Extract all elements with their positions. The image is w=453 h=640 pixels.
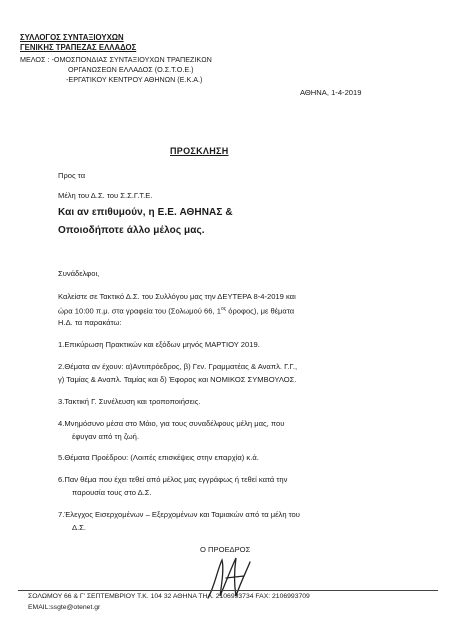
agenda-item-4-line-2: έφυγαν από τη ζωή. bbox=[72, 432, 139, 441]
agenda-item-3: 3.Τακτική Γ. Συνέλευση και τροποποιήσεις. bbox=[58, 397, 201, 406]
intro-line-2b: όροφος), με θέματα bbox=[226, 306, 295, 316]
agenda-item-1: 1.Επικύρωση Πρακτικών και εξόδων μηνός ΜΑΡΤΙΟΥ 2019. bbox=[58, 340, 260, 349]
agenda-item-5: 5.Θέματα Προέδρου: (Λοιπές επισκέψεις στην επαρχία) κ.ά. bbox=[58, 453, 259, 462]
intro-line-1: Καλείστε σε Τακτικό Δ.Σ. του Συλλόγου μας την ΔΕΥΤΕΡΑ 8-4-2019 και bbox=[58, 292, 296, 301]
intro-line-2a: ώρα 10:00 π.μ. στα γραφεία του (Σολωμού 66, 1 bbox=[58, 306, 221, 316]
agenda-item-7-line-1: 7.Έλεγχος Εισερχομένων – Εξερχομένων και Ταμιακών από τα μέλη του bbox=[58, 510, 300, 519]
greeting: Συνάδελφοι, bbox=[58, 269, 100, 278]
recipients-ee-athens: Και αν επιθυμούν, η Ε.Ε. ΑΘΗΝΑΣ & bbox=[58, 207, 233, 218]
agenda-item-4-line-1: 4.Μνημόσυνο μέσα στο Μάιο, για τους συναδέλφους μέλη μας, που bbox=[58, 419, 285, 428]
floor-superscript: ος bbox=[220, 306, 227, 312]
footer-address: ΣΟΛΩΜΟΥ 66 & Γ' ΣΕΠΤΕΜΒΡΙΟΥ Τ.Κ. 104 32 ΑΘΗΝΑ ΤΗΛ. 2106993734 FAX: 2106993709 bbox=[28, 593, 310, 600]
member-federation-line2: ΟΡΓΑΝΩΣΕΩΝ ΕΛΛΑΔΟΣ (Ο.Σ.Τ.Ο.Ε.) bbox=[68, 65, 194, 74]
page-title: ΠΡΟΣΚΛΗΣΗ bbox=[170, 146, 229, 156]
agenda-item-7-line-2: Δ.Σ. bbox=[72, 523, 86, 532]
agenda-item-2-line-2: γ) Ταμίας & Αναπλ. Ταμίας και δ) Έφορος και ΝΟΜΙΚΟΣ ΣΥΜΒΟΥΛΟΣ. bbox=[58, 375, 297, 384]
footer-divider bbox=[18, 590, 438, 591]
footer-email: EMAIL:ssgte@otenet.gr bbox=[28, 604, 101, 611]
agenda-item-6-line-1: 6.Παν θέμα που έχει τεθεί από μέλος μας εγγράφως ή τεθεί κατά την bbox=[58, 475, 288, 484]
signature-role: Ο ΠΡΟΕΔΡΟΣ bbox=[200, 545, 251, 554]
association-subtitle: ΓΕΝΙΚΗΣ ΤΡΑΠΕΖΑΣ ΕΛΛΑΔΟΣ bbox=[20, 43, 137, 52]
agenda-item-6-line-2: παρουσία τους στο Δ.Σ. bbox=[72, 488, 152, 497]
member-labour-centre: -ΕΡΓΑΤΙΚΟΥ ΚΕΝΤΡΟΥ ΑΘΗΝΩΝ (Ε.Κ.Α.) bbox=[66, 75, 203, 84]
recipients-any-member: Οποιοδήποτε άλλο μέλος μας. bbox=[58, 225, 205, 236]
association-name: ΣΥΛΛΟΓΟΣ ΣΥΝΤΑΞΙΟΥΧΩΝ bbox=[20, 33, 124, 42]
member-federation: ΜΕΛΟΣ : -ΟΜΟΣΠΟΝΔΙΑΣ ΣΥΝΤΑΞΙΟΥΧΩΝ ΤΡΑΠΕΖΙΚΩΝ bbox=[20, 55, 212, 64]
recipients-members: Μέλη του Δ.Σ. του Σ.Σ.Γ.Τ.Ε. bbox=[58, 191, 153, 200]
intro-line-2 bbox=[58, 304, 294, 317]
intro-line-3: Η.Δ. τα παρακάτω: bbox=[58, 318, 122, 327]
document-date: ΑΘΗΝΑ, 1-4-2019 bbox=[300, 88, 362, 97]
recipients-to: Προς τα bbox=[58, 171, 86, 180]
agenda-item-2-line-1: 2.Θέματα αν έχουν: α)Αντιπρόεδρος, β) Γεν. Γραμματέας & Αναπλ. Γ.Γ., bbox=[58, 362, 298, 371]
